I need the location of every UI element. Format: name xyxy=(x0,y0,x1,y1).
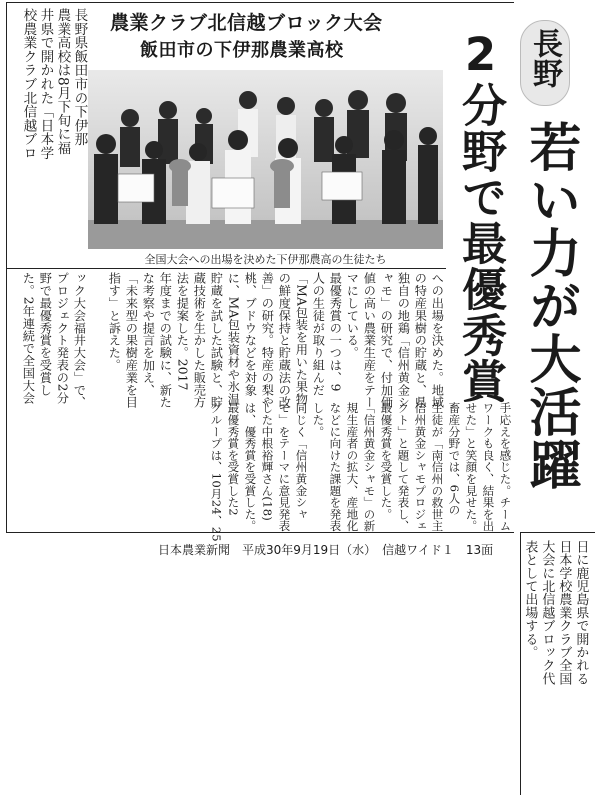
article-col-top-4: 校農業クラブ北信越ブロ xyxy=(20,8,37,160)
article-col-top-1: 長野県飯田市の下伊那 xyxy=(71,8,88,146)
rule-header xyxy=(6,2,514,3)
article-col-bottom-9: 「信州黄金シャモ」の新 xyxy=(362,402,377,532)
article-col-bottom-18: グループは、10月24、25 xyxy=(209,402,224,542)
article-col-mid-18: な考察や提言を加え、 xyxy=(141,272,156,396)
article-col-mid-19: 「未来型の果樹産業を目 xyxy=(124,272,139,409)
article-col-bottom-16: は、優秀賞を受賞した。 xyxy=(243,402,258,532)
article-col-bottom-6: 信州黄金シャモプロジェ xyxy=(413,402,428,532)
newspaper-source: 日本農業新聞 平成30年9月19日（水） 信越ワイド１ 13面 xyxy=(158,543,494,557)
article-col-top-5: ック大会福井大会」で、 xyxy=(72,272,87,409)
article-col-bottom-4: 畜産分野では、6人の xyxy=(447,402,462,516)
article-col-mid-6: マにしている。 xyxy=(345,272,360,359)
region-badge-label: 長野 xyxy=(527,28,562,88)
article-col-mid-8: 人の生徒が取り組んだ xyxy=(311,272,326,396)
article-col-bottom-15: した中根裕輝さん(18) xyxy=(260,402,275,521)
article-col-bottom-13: 同じく「信州黄金シャ xyxy=(294,402,309,520)
article-col-mid-17: 年度までの試験に、新た xyxy=(158,272,173,409)
main-title: 若い力が大活躍 xyxy=(520,120,580,491)
article-col-mid-2: の特産果樹の貯蔵と、県 xyxy=(413,272,428,409)
article-col-mid-15: 蔵技術を生かした販売方 xyxy=(192,272,207,409)
article-col-bottom-17: 最優秀賞を受賞した2 xyxy=(226,402,241,516)
article-col-top-3: 井県で開かれた「日本学 xyxy=(37,8,54,160)
article-col-mid-11: 善」の研究。特産の梨や xyxy=(260,272,275,409)
article-col-mid-1: への出場を決めた。地域 xyxy=(430,272,445,409)
article-col-mid-13: に、MA包装資材や氷温 xyxy=(226,272,241,406)
article-col-mid-4: ャモ」の研究で、付加価 xyxy=(379,272,394,409)
article-col-mid-12: 桃、ブドウなどを対象 xyxy=(243,272,258,396)
article-col-bottom-8: 最優秀賞を受賞した。 xyxy=(379,402,394,520)
article-col-top-2: 農業高校は8月下旬に福 xyxy=(54,8,71,155)
article-col-bottom-12: した。 xyxy=(311,402,326,438)
article-col-bottom-11: などに向けた課題を発表 xyxy=(328,402,343,532)
article-col-bottom-2: ワークも良く、結果を出 xyxy=(481,402,496,532)
article-col-bottom-3: せた」と笑顔を見せた。 xyxy=(464,402,479,532)
continuation-col-1: 日に鹿児島県で開かれる xyxy=(573,540,589,686)
article-col-mid-16: 法を提案した。2017 xyxy=(175,272,190,391)
subtitle: 2分野で最優秀賞 xyxy=(454,28,507,404)
headline-top-line-2: 飯田市の下伊那農業高校 xyxy=(140,40,344,61)
article-col-mid-20: 指す」と訴えた。 xyxy=(107,272,122,372)
article-col-bottom-10: 規生産者の拡大、産地化 xyxy=(345,402,360,532)
article-col-mid-7: 最優秀賞の一つは、9 xyxy=(328,272,343,392)
continuation-col-3: 大会に北信越ブロック代 xyxy=(539,540,555,686)
article-col-mid-5: 値の高い農業生産をテー xyxy=(362,272,377,409)
article-col-bottom-1: 手応えを感じた。チーム xyxy=(498,402,513,532)
article-col-mid-14: 貯蔵を試した試験と、貯 xyxy=(209,272,224,409)
article-col-bottom-7: クト」と題して発表し、 xyxy=(396,402,411,532)
continuation-col-4: 表として出場する。 xyxy=(522,540,538,659)
team-photo xyxy=(88,70,443,249)
rule-body-divider xyxy=(6,268,446,269)
article-col-bottom-14: モ」をテーマに意見発表 xyxy=(277,402,292,532)
rule-left xyxy=(6,2,7,532)
article-col-top-6: プロジェクト発表の2分 xyxy=(55,272,70,404)
headline-top-line-1: 農業クラブ北信越ブロック大会 xyxy=(110,12,383,34)
article-col-top-8: た。2年連続で全国大会 xyxy=(21,272,36,404)
continuation-col-2: 日本学校農業クラブ全国 xyxy=(556,540,572,686)
photo-caption: 全国大会への出場を決めた下伊那農高の生徒たち xyxy=(144,253,387,266)
article-col-mid-10: の鮮度保持と貯蔵法の改 xyxy=(277,272,292,409)
article-col-mid-9: 「MA包装を用いた果物 xyxy=(294,272,309,406)
rule-bottom xyxy=(6,532,514,533)
article-col-bottom-5: 生徒が「南信州の救世主 xyxy=(430,402,445,532)
article-col-mid-3: 独自の地鶏「信州黄金シ xyxy=(396,272,411,409)
article-col-top-7: 野で最優秀賞を受賞し xyxy=(38,272,53,396)
